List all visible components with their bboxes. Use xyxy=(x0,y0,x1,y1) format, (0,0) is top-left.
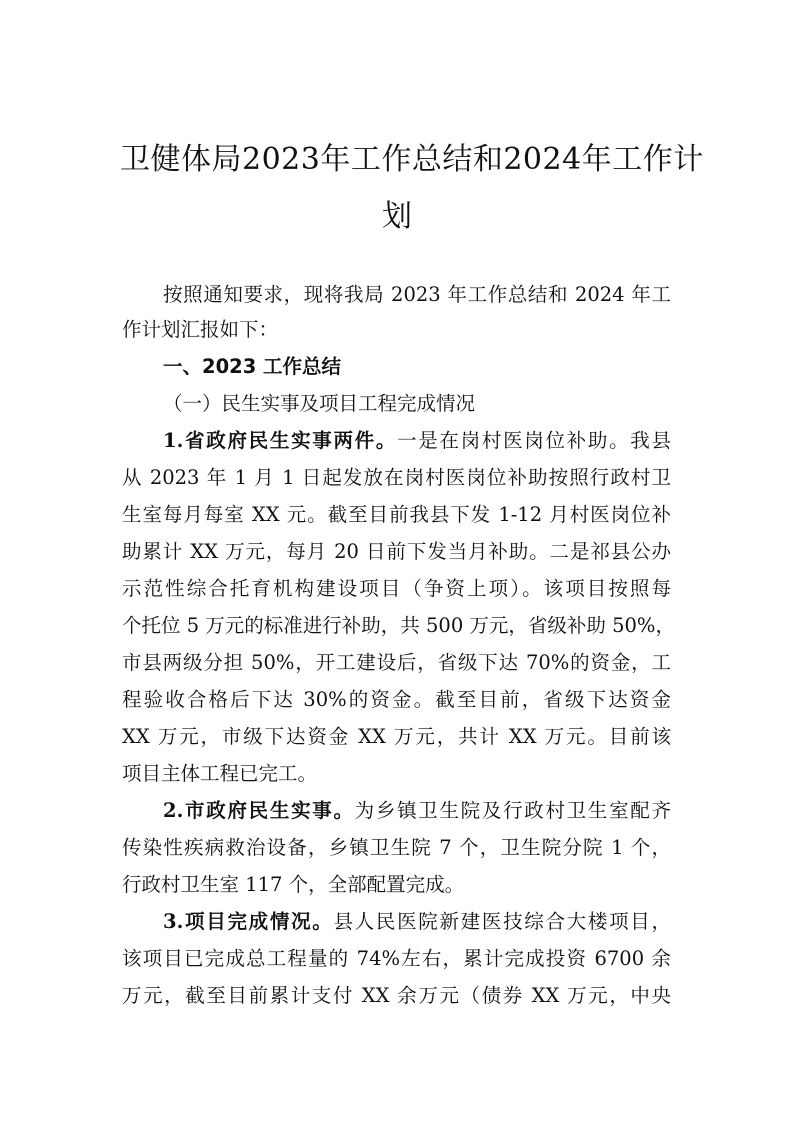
para1-first-rest: 一是在岗村医岗位补助。我县 xyxy=(397,429,671,452)
document-title-line-1: 卫健体局2023年工作总结和2024年工作计 xyxy=(120,142,704,177)
para1-line-10: 项目主体工程已完工。 xyxy=(122,762,318,785)
para1-line-6: 个托位 5 万元的标准进行补助，共 500 万元，省级补助 50%， xyxy=(122,614,675,637)
document-title-line-2: 划 xyxy=(382,199,413,234)
para1-line-7: 市县两级分担 50%，开工建设后，省级下达 70%的资金，工 xyxy=(122,651,671,674)
para2-line-3: 行政村卫生室 117 个，全部配置完成。 xyxy=(122,873,465,896)
para3-lead: 3.项目完成情况。 xyxy=(163,910,334,933)
para1-line-1 xyxy=(163,429,671,453)
para1-line-4: 助累计 XX 万元，每月 20 日前下发当月补助。二是祁县公办 xyxy=(122,540,671,563)
para3-line-2: 该项目已完成总工程量的 74%左右，累计完成投资 6700 余 xyxy=(122,947,671,970)
para2-first-rest: 为乡镇卫生院及行政村卫生室配齐 xyxy=(354,799,671,822)
intro-line-1: 按照通知要求，现将我局 2023 年工作总结和 2024 年工 xyxy=(163,283,671,306)
para1-line-2: 从 2023 年 1 月 1 日起发放在岗村医岗位补助按照行政村卫 xyxy=(122,466,671,489)
intro-line-2: 作计划汇报如下： xyxy=(122,318,279,341)
subsection-heading-1: （一）民生实事及项目工程完成情况 xyxy=(163,392,476,415)
para3-line-1 xyxy=(163,910,671,934)
para1-line-9: XX 万元，市级下达资金 XX 万元，共计 XX 万元。目前该 xyxy=(122,725,671,748)
para2-line-2: 传染性疾病救治设备，乡镇卫生院 7 个，卫生院分院 1 个， xyxy=(122,836,671,859)
para3-line-3: 万元，截至目前累计支付 XX 余万元（债券 XX 万元，中央 xyxy=(122,984,671,1007)
para3-first-rest: 县人民医院新建医技综合大楼项目， xyxy=(333,910,671,933)
para2-lead: 2.市政府民生实事。 xyxy=(163,799,355,822)
para1-line-3: 生室每月每室 XX 元。截至目前我县下发 1-12 月村医岗位补 xyxy=(122,503,671,526)
para1-line-5: 示范性综合托育机构建设项目（争资上项）。该项目按照每 xyxy=(122,577,671,600)
para2-line-1 xyxy=(163,799,671,823)
para1-lead: 1.省政府民生实事两件。 xyxy=(163,429,398,452)
para1-line-8: 程验收合格后下达 30%的资金。截至目前，省级下达资金 xyxy=(122,688,671,711)
section-heading-1: 一、2023 工作总结 xyxy=(163,355,342,378)
